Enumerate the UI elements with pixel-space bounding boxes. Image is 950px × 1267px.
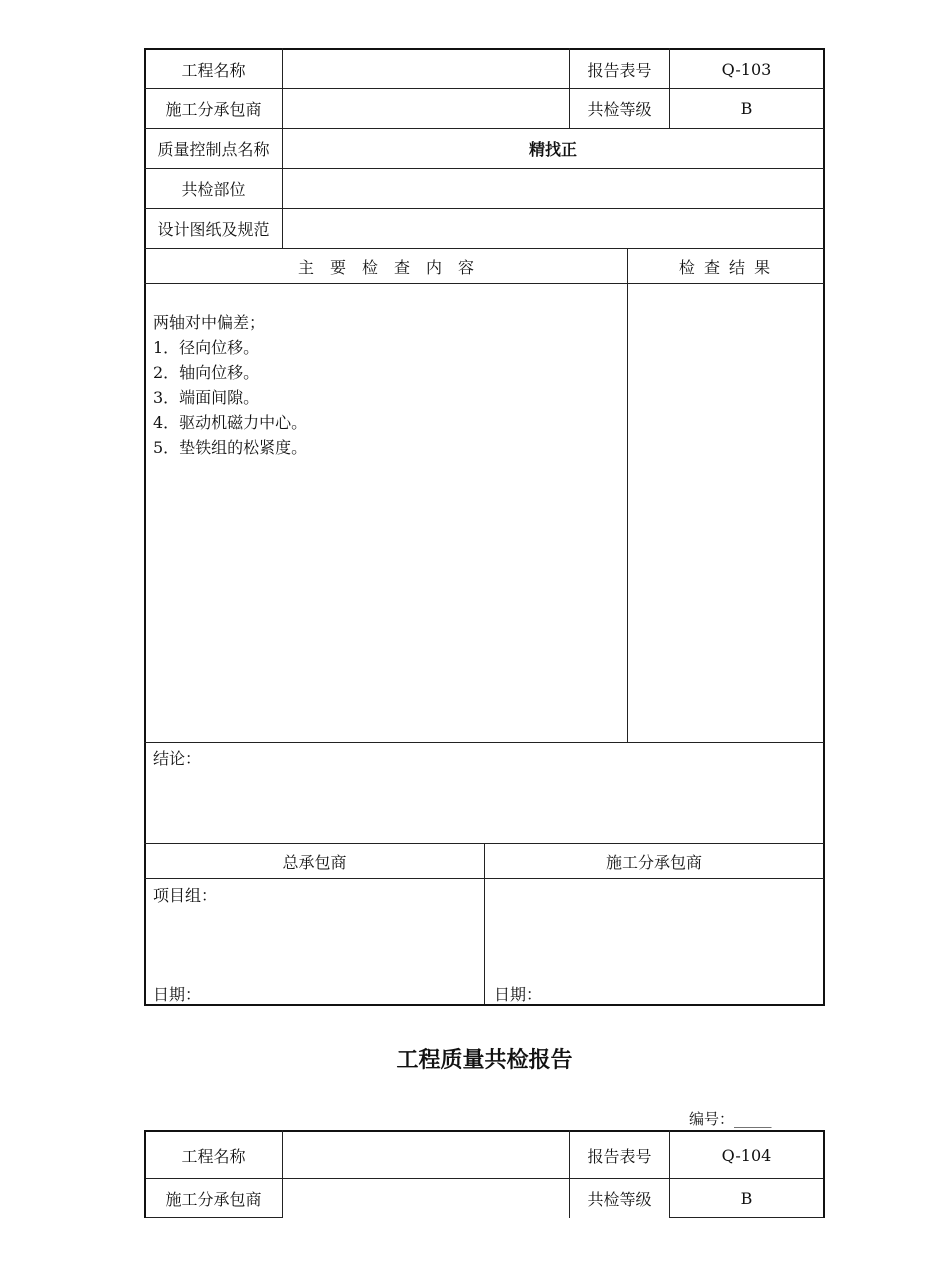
design-spec-field[interactable] bbox=[283, 209, 823, 248]
content-item-1: 1．径向位移。 bbox=[153, 338, 260, 357]
inspection-level-value: B bbox=[740, 99, 753, 118]
subcontractor-label: 施工分承包商 bbox=[165, 1189, 262, 1209]
project-name-field[interactable] bbox=[283, 50, 569, 88]
inspection-part-field[interactable] bbox=[283, 169, 823, 208]
row-divider bbox=[144, 1217, 283, 1218]
row-divider bbox=[144, 742, 824, 743]
content-item-4: 4．驱动机磁力中心。 bbox=[153, 413, 308, 432]
date-label-left: 日期： bbox=[153, 985, 202, 1004]
sub-contractor-sign-label: 施工分承包商 bbox=[605, 852, 702, 872]
serial-number bbox=[689, 1108, 772, 1129]
subcontractor-field[interactable] bbox=[283, 1179, 569, 1217]
serial-value[interactable]: _____ bbox=[734, 1110, 772, 1128]
row-divider bbox=[669, 1217, 824, 1218]
inspection-part-label: 共检部位 bbox=[181, 180, 246, 199]
subcontractor-field[interactable] bbox=[283, 89, 569, 128]
content-item-2: 2．轴向位移。 bbox=[153, 363, 260, 382]
content-item-3: 3．端面间隙。 bbox=[153, 388, 260, 407]
subcontractor-label: 施工分承包商 bbox=[165, 100, 262, 119]
report-title: 工程质量共检报告 bbox=[396, 1047, 573, 1073]
inspection-level-label: 共检等级 bbox=[587, 100, 652, 119]
result-field[interactable] bbox=[628, 284, 823, 742]
main-content-header: 主 要 检 查 内 容 bbox=[297, 257, 474, 277]
result-header: 检 查 结 果 bbox=[678, 257, 773, 277]
form-border-right bbox=[823, 48, 825, 1005]
content-intro: 两轴对中偏差； bbox=[153, 313, 266, 332]
general-contractor-label: 总承包商 bbox=[282, 852, 347, 872]
report-no-value: Q-104 bbox=[721, 1145, 772, 1165]
date-label-right: 日期： bbox=[494, 985, 543, 1004]
content-item-5: 5．垫铁组的松紧度。 bbox=[153, 438, 308, 457]
report-no-label: 报告表号 bbox=[587, 60, 652, 80]
conclusion-label: 结论： bbox=[153, 749, 202, 768]
serial-label: 编号： bbox=[689, 1110, 735, 1128]
design-spec-label: 设计图纸及规范 bbox=[157, 220, 270, 239]
report-no-label: 报告表号 bbox=[587, 1146, 652, 1166]
control-point-label: 质量控制点名称 bbox=[157, 140, 270, 159]
form-border-right bbox=[823, 1130, 825, 1218]
project-name-label: 工程名称 bbox=[181, 1146, 246, 1166]
control-point-value: 精找正 bbox=[528, 140, 577, 159]
report-no-value: Q-103 bbox=[721, 59, 772, 79]
inspection-content-list bbox=[153, 310, 613, 460]
project-name-label: 工程名称 bbox=[181, 60, 246, 80]
inspection-level-value: B bbox=[740, 1188, 753, 1208]
form-border-bottom bbox=[144, 1004, 825, 1006]
inspection-level-label: 共检等级 bbox=[587, 1189, 652, 1209]
project-name-field[interactable] bbox=[283, 1132, 569, 1178]
project-team-label: 项目组： bbox=[153, 886, 218, 905]
